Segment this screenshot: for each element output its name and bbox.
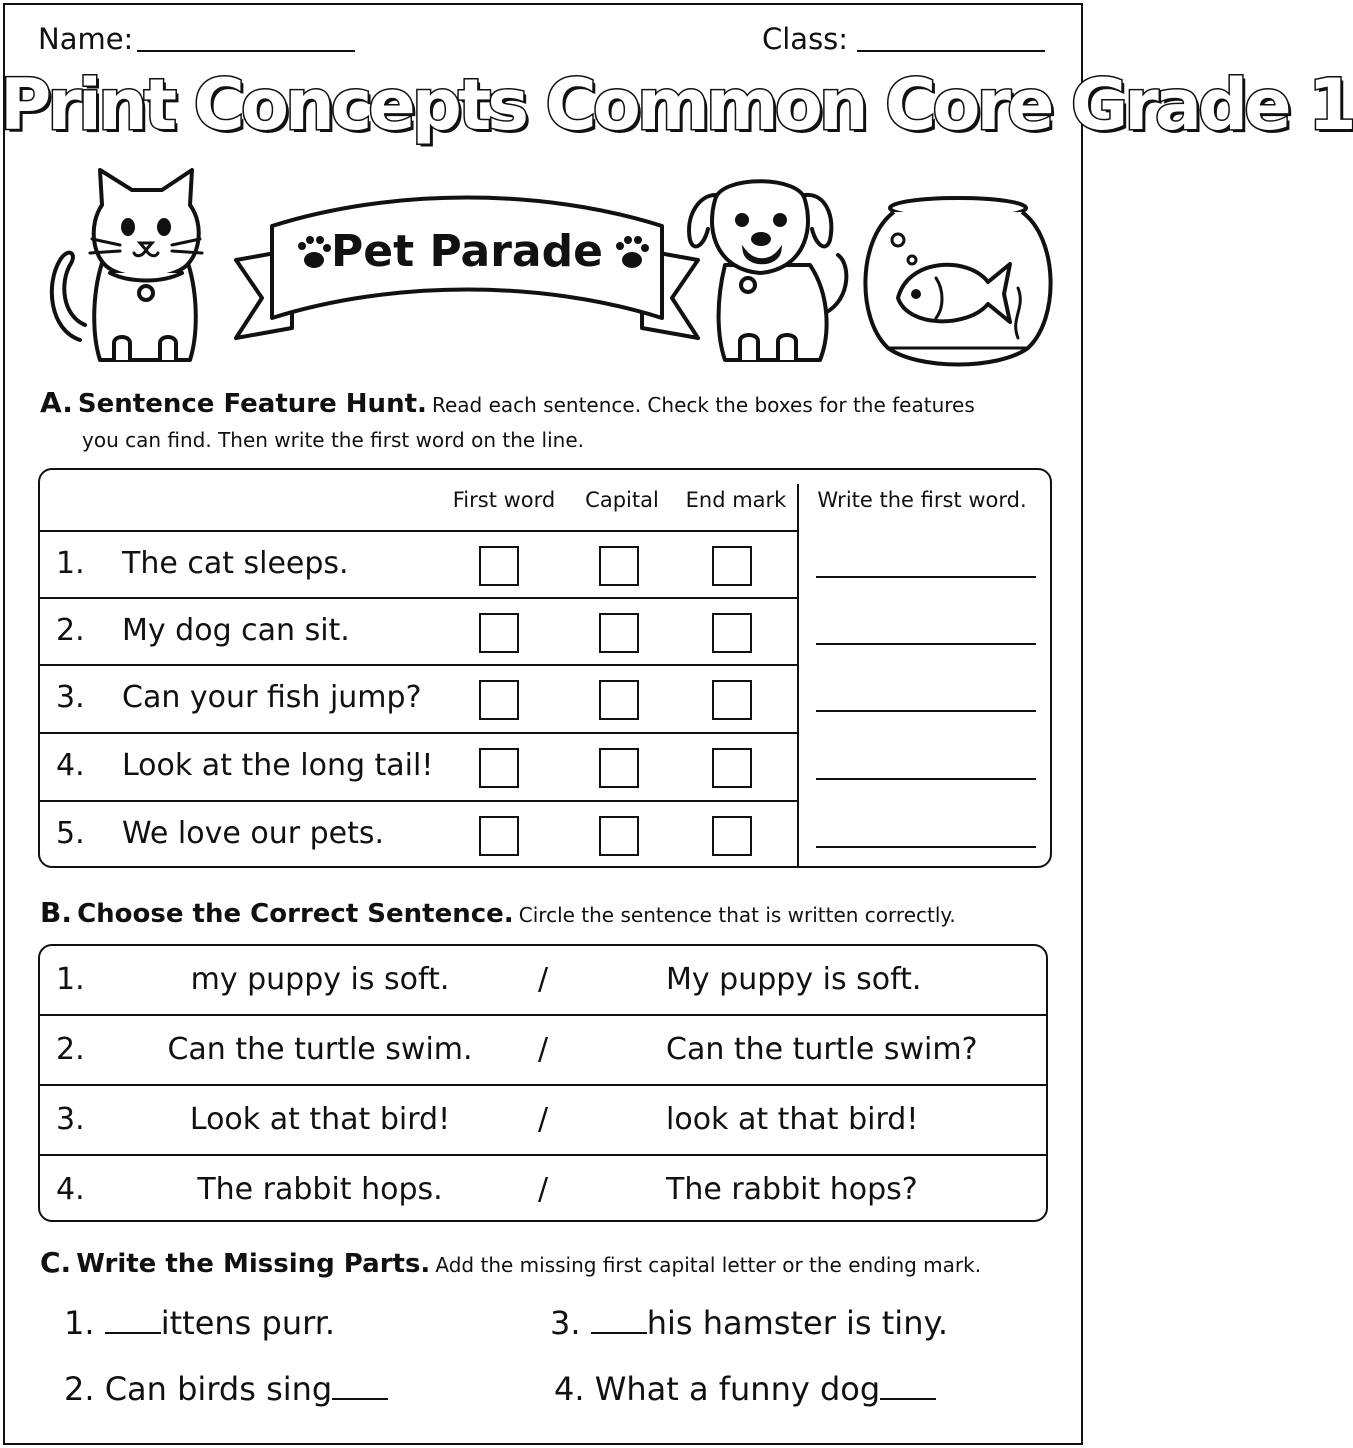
sentence-option-left[interactable]: Look at that bird! xyxy=(189,1102,451,1137)
row-number: 3. xyxy=(56,1102,85,1137)
column-header-capital: Capital xyxy=(585,488,659,512)
sentence-option-left[interactable]: Can the turtle swim. xyxy=(167,1032,473,1067)
item-text: ittens purr. xyxy=(160,1304,336,1342)
fishbowl-illustration xyxy=(858,198,1058,368)
option-separator: / xyxy=(538,962,549,997)
section-a-title: Sentence Feature Hunt. xyxy=(77,389,427,419)
table-row xyxy=(40,599,1050,665)
sentence-option-right[interactable]: look at that bird! xyxy=(666,1102,919,1137)
section-b-heading xyxy=(40,896,956,929)
row-number: 3. xyxy=(56,680,85,715)
first-word-answer-line[interactable] xyxy=(816,846,1036,848)
section-a-instructions: Read each sentence. Check the boxes for the features xyxy=(431,393,975,417)
section-c-instructions: Add the missing first capital letter or the ending mark. xyxy=(435,1253,982,1277)
missing-part-item xyxy=(64,1370,388,1408)
name-field[interactable] xyxy=(137,50,355,52)
class-label: Class: xyxy=(762,22,849,56)
item-text: What a funny dog xyxy=(594,1370,881,1408)
section-a-heading xyxy=(40,386,975,419)
row-sentence: Can your fish jump? xyxy=(122,680,422,715)
sentence-option-left[interactable]: my puppy is soft. xyxy=(190,962,450,997)
table-row xyxy=(40,802,1050,868)
first-word-checkbox[interactable] xyxy=(479,816,519,856)
item-text: Can birds sing xyxy=(104,1370,333,1408)
row-number: 1. xyxy=(56,546,85,581)
class-field[interactable] xyxy=(857,50,1045,52)
row-number: 2. xyxy=(56,613,85,648)
cat-illustration xyxy=(40,165,230,370)
capital-checkbox[interactable] xyxy=(599,613,639,653)
answer-blank[interactable] xyxy=(332,1372,388,1400)
section-a-instructions-continued: you can find. Then write the first word on the line. xyxy=(82,428,584,452)
option-separator: / xyxy=(538,1172,549,1207)
sentence-feature-table xyxy=(38,468,1052,868)
first-word-answer-line[interactable] xyxy=(816,778,1036,780)
capital-checkbox[interactable] xyxy=(599,680,639,720)
sentence-option-right[interactable]: The rabbit hops? xyxy=(666,1172,918,1207)
capital-checkbox[interactable] xyxy=(599,816,639,856)
sentence-option-right[interactable]: My puppy is soft. xyxy=(666,962,922,997)
first-word-answer-line[interactable] xyxy=(816,710,1036,712)
first-word-checkbox[interactable] xyxy=(479,613,519,653)
item-number: 3. xyxy=(550,1304,581,1342)
table-row xyxy=(40,532,1050,598)
option-separator: / xyxy=(538,1102,549,1137)
pet-parade-banner xyxy=(232,188,702,360)
row-number: 5. xyxy=(56,816,85,851)
section-b-title: Choose the Correct Sentence. xyxy=(77,899,514,929)
end-mark-checkbox[interactable] xyxy=(712,546,752,586)
section-c-title: Write the Missing Parts. xyxy=(76,1249,431,1279)
table-row xyxy=(40,1016,1046,1086)
row-sentence: We love our pets. xyxy=(122,816,385,851)
item-number: 2. xyxy=(64,1370,95,1408)
table-row xyxy=(40,1156,1046,1226)
capital-checkbox[interactable] xyxy=(599,748,639,788)
row-sentence: Look at the long tail! xyxy=(122,748,434,783)
section-c-letter: C. xyxy=(40,1246,72,1279)
end-mark-checkbox[interactable] xyxy=(712,816,752,856)
section-c-heading xyxy=(40,1246,981,1279)
option-separator: / xyxy=(538,1032,549,1067)
name-label: Name: xyxy=(38,22,134,56)
table-row xyxy=(40,1086,1046,1156)
end-mark-checkbox[interactable] xyxy=(712,680,752,720)
section-a-letter: A. xyxy=(40,386,73,419)
answer-blank[interactable] xyxy=(880,1372,936,1400)
answer-blank[interactable] xyxy=(105,1306,161,1334)
answer-blank[interactable] xyxy=(591,1306,647,1334)
item-number: 1. xyxy=(64,1304,95,1342)
capital-checkbox[interactable] xyxy=(599,546,639,586)
first-word-answer-line[interactable] xyxy=(816,576,1036,578)
sentence-option-right[interactable]: Can the turtle swim? xyxy=(666,1032,978,1067)
table-row xyxy=(40,734,1050,800)
first-word-checkbox[interactable] xyxy=(479,748,519,788)
missing-part-item xyxy=(550,1304,948,1342)
row-sentence: My dog can sit. xyxy=(122,613,350,648)
item-text: his hamster is tiny. xyxy=(646,1304,949,1342)
first-word-answer-line[interactable] xyxy=(816,643,1036,645)
table-row xyxy=(40,946,1046,1016)
banner-text: Pet Parade xyxy=(331,226,603,277)
table-row xyxy=(40,666,1050,732)
row-number: 4. xyxy=(56,1172,85,1207)
sentence-option-left[interactable]: The rabbit hops. xyxy=(197,1172,443,1207)
end-mark-checkbox[interactable] xyxy=(712,748,752,788)
column-header-write-first-word: Write the first word. xyxy=(817,488,1027,512)
row-number: 2. xyxy=(56,1032,85,1067)
first-word-checkbox[interactable] xyxy=(479,680,519,720)
column-header-end-mark: End mark xyxy=(685,488,787,512)
dog-illustration xyxy=(680,165,860,370)
row-sentence: The cat sleeps. xyxy=(122,546,349,581)
missing-part-item xyxy=(554,1370,936,1408)
column-header-first-word: First word xyxy=(452,488,556,512)
section-b-instructions: Circle the sentence that is written correctly. xyxy=(518,903,956,927)
row-number: 4. xyxy=(56,748,85,783)
item-number: 4. xyxy=(554,1370,585,1408)
first-word-checkbox[interactable] xyxy=(479,546,519,586)
row-number: 1. xyxy=(56,962,85,997)
choose-sentence-table xyxy=(38,944,1048,1222)
page-title: Print Concepts Common Core Grade 1 xyxy=(0,64,1353,146)
end-mark-checkbox[interactable] xyxy=(712,613,752,653)
missing-part-item xyxy=(64,1304,335,1342)
section-b-letter: B. xyxy=(40,896,72,929)
